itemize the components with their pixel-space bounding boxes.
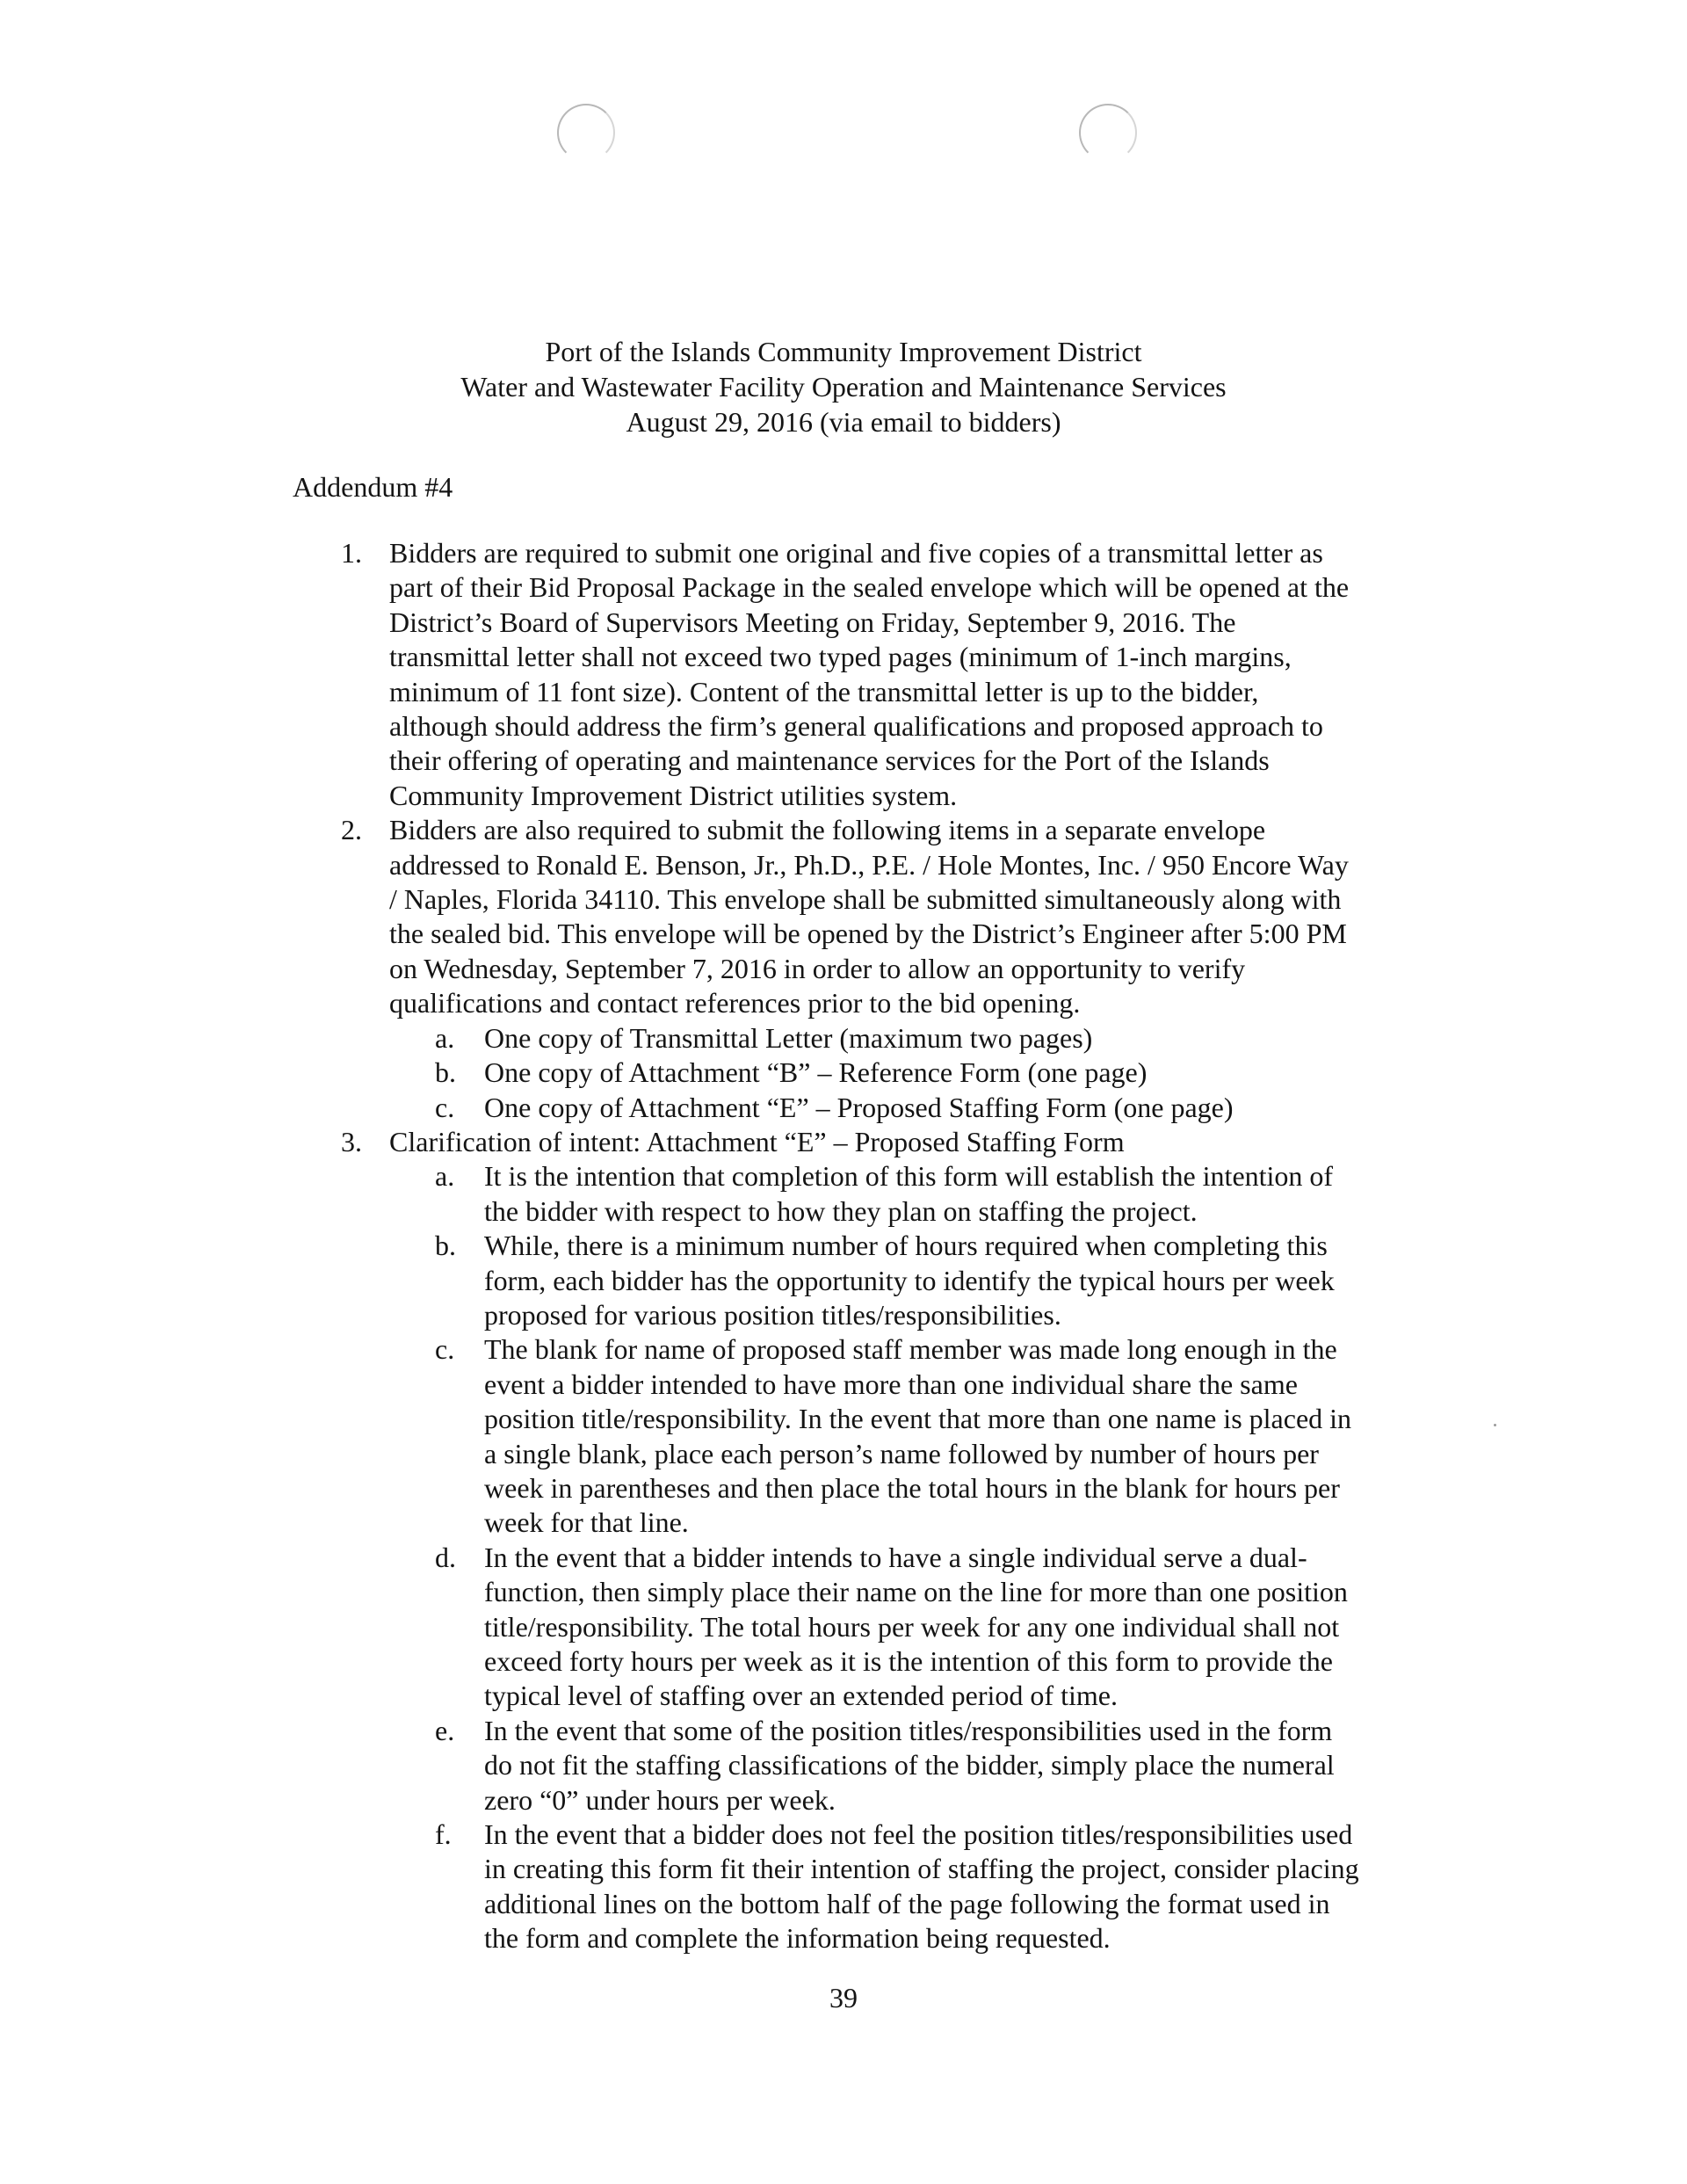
document-header — [0, 334, 1687, 439]
sub-item-2b — [293, 1056, 1435, 1090]
punch-hole-left — [557, 104, 615, 162]
sub-item-letter: a. — [435, 1160, 455, 1193]
text-line: do not fit the staffing classifications of the bidder, simply place the numeral — [484, 1749, 1335, 1781]
sub-item-3c — [293, 1332, 1435, 1540]
text-line: form, each bidder has the opportunity to identify the typical hours per week — [484, 1264, 1335, 1296]
sub-item-letter: c. — [435, 1091, 455, 1123]
text-line: exceed forty hours per week as it is the intention of this form to provide the — [484, 1645, 1333, 1677]
text-line: in creating this form fit their intention of staffing the project, consider placing — [484, 1853, 1359, 1885]
text-line: the form and complete the information being requested. — [484, 1922, 1111, 1955]
sub-item-3e — [293, 1714, 1435, 1818]
text-line: In the event that a bidder does not feel the position titles/responsibilities used — [484, 1818, 1353, 1851]
header-date: August 29, 2016 (via email to bidders) — [626, 406, 1061, 438]
text-line: part of their Bid Proposal Package in the sealed envelope which will be opened at the — [389, 571, 1350, 604]
sub-item-2c — [293, 1091, 1435, 1125]
punch-hole-right — [1079, 104, 1137, 162]
text-line: title/responsibility. The total hours per week for any one individual shall not — [484, 1610, 1340, 1643]
text-line: typical level of staffing over an extended period of time. — [484, 1680, 1118, 1712]
sub-item-letter: b. — [435, 1056, 456, 1089]
text-line: While, there is a minimum number of hours required when completing this — [484, 1230, 1328, 1262]
text-line: Community Improvement District utilities system. — [389, 779, 958, 811]
text-line: transmittal letter shall not exceed two typed pages (minimum of 1-inch margins, — [389, 641, 1292, 673]
text-line: the sealed bid. This envelope will be opened by the District’s Engineer after 5:00 PM — [389, 918, 1347, 950]
sub-item-letter: a. — [435, 1021, 455, 1054]
addendum-label: Addendum #4 — [293, 471, 453, 503]
sub-item-letter: c. — [435, 1333, 455, 1366]
addendum-body — [293, 536, 1435, 1956]
numbered-item-3 — [293, 1125, 1435, 1159]
item-number: 3. — [341, 1125, 362, 1157]
text-line: Bidders are also required to submit the following items in a separate envelope — [389, 814, 1266, 846]
sub-item-letter: d. — [435, 1541, 456, 1573]
text-line: The blank for name of proposed staff member was made long enough in the — [484, 1333, 1337, 1366]
text-line: In the event that some of the position titles/responsibilities used in the form — [484, 1714, 1333, 1746]
item-number: 2. — [341, 814, 362, 846]
text-line: although should address the firm’s general qualifications and proposed approach to — [389, 710, 1323, 743]
text-line: Bidders are required to submit one original and five copies of a transmittal letter as — [389, 537, 1323, 569]
text-line: week for that line. — [484, 1506, 689, 1539]
text-line: a single blank, place each person’s name followed by number of hours per — [484, 1437, 1319, 1469]
sub-item-2a — [293, 1021, 1435, 1056]
sub-item-3d — [293, 1541, 1435, 1714]
text-line: qualifications and contact references prior to the bid opening. — [389, 987, 1081, 1019]
text-line: District’s Board of Supervisors Meeting on Friday, September 9, 2016. The — [389, 606, 1236, 638]
header-services-title: Water and Wastewater Facility Operation and Maintenance Services — [460, 371, 1227, 403]
numbered-item-2 — [293, 813, 1435, 1020]
sub-item-letter: e. — [435, 1714, 455, 1746]
text-line: / Naples, Florida 34110. This envelope shall be submitted simultaneously along with — [389, 883, 1342, 916]
text-line: additional lines on the bottom half of the page following the format used in — [484, 1887, 1330, 1919]
text-line: function, then simply place their name on the line for more than one position — [484, 1576, 1348, 1608]
sub-item-3a — [293, 1159, 1435, 1229]
text-line: One copy of Attachment “B” – Reference Form (one page) — [484, 1056, 1148, 1089]
text-line: It is the intention that completion of this form will establish the intention of — [484, 1160, 1334, 1193]
scan-speck — [1494, 1424, 1496, 1426]
header-district-name: Port of the Islands Community Improvement District — [545, 336, 1142, 367]
text-line: Clarification of intent: Attachment “E” – Proposed Staffing Form — [389, 1125, 1125, 1157]
text-line: addressed to Ronald E. Benson, Jr., Ph.D., P.E. / Hole Montes, Inc. / 950 Encore Way — [389, 848, 1349, 881]
text-line: the bidder with respect to how they plan on staffing the project. — [484, 1194, 1198, 1227]
text-line: week in parentheses and then place the total hours in the blank for hours per — [484, 1471, 1340, 1504]
text-line: One copy of Attachment “E” – Proposed Staffing Form (one page) — [484, 1091, 1234, 1123]
text-line: In the event that a bidder intends to have a single individual serve a dual- — [484, 1541, 1307, 1573]
sub-item-3b — [293, 1229, 1435, 1332]
text-line: their offering of operating and maintenance services for the Port of the Islands — [389, 744, 1270, 777]
sub-item-3f — [293, 1818, 1435, 1956]
numbered-item-1 — [293, 536, 1435, 813]
text-line: One copy of Transmittal Letter (maximum two pages) — [484, 1021, 1093, 1054]
sub-item-letter: b. — [435, 1230, 456, 1262]
text-line: proposed for various position titles/responsibilities. — [484, 1298, 1061, 1331]
text-line: on Wednesday, September 7, 2016 in order to allow an opportunity to verify — [389, 952, 1246, 984]
page-number: 39 — [829, 1982, 858, 2013]
sub-item-letter: f. — [435, 1818, 452, 1851]
text-line: event a bidder intended to have more than one individual share the same — [484, 1368, 1298, 1400]
item-number: 1. — [341, 537, 362, 569]
text-line: zero “0” under hours per week. — [484, 1783, 836, 1816]
text-line: position title/responsibility. In the event that more than one name is placed in — [484, 1403, 1352, 1435]
text-line: minimum of 11 font size). Content of the transmittal letter is up to the bidder, — [389, 675, 1259, 707]
